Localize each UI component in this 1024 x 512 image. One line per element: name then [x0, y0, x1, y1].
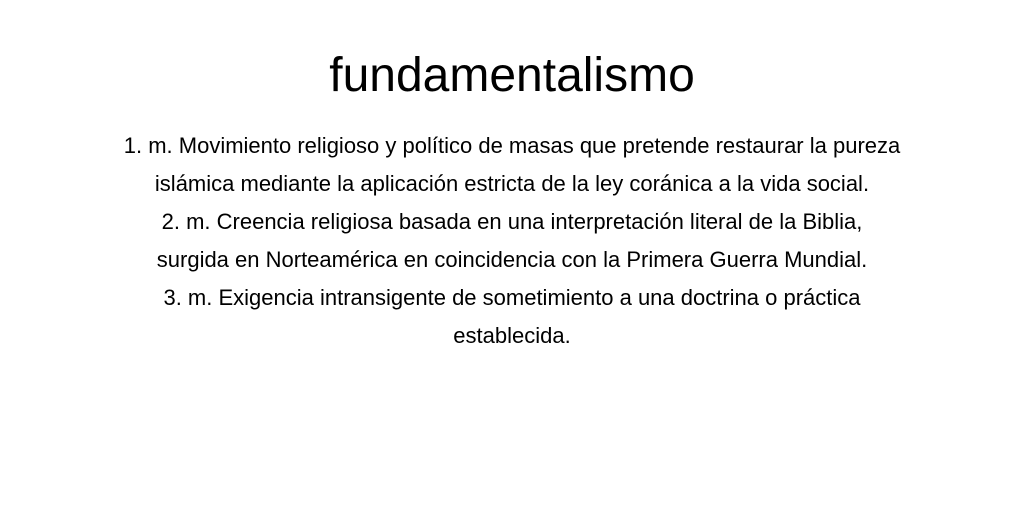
definition-3-line-2: establecida.	[453, 323, 571, 348]
definition-3-line-1: 3. m. Exigencia intransigente de sometimiento a una doctrina o práctica	[163, 285, 861, 310]
definition-2-line-2: surgida en Norteamérica en coincidencia con la Primera Guerra Mundial.	[156, 247, 868, 272]
definition-2-line-1: 2. m. Creencia religiosa basada en una interpretación literal de la Biblia,	[161, 209, 863, 234]
definition-list	[50, 127, 974, 355]
entry-headword: fundamentalismo	[329, 49, 695, 102]
definition-1-line-1: 1. m. Movimiento religioso y político de masas que pretende restaurar la pureza	[123, 133, 901, 158]
definition-1-line-2: islámica mediante la aplicación estricta de la ley coránica a la vida social.	[154, 171, 870, 196]
